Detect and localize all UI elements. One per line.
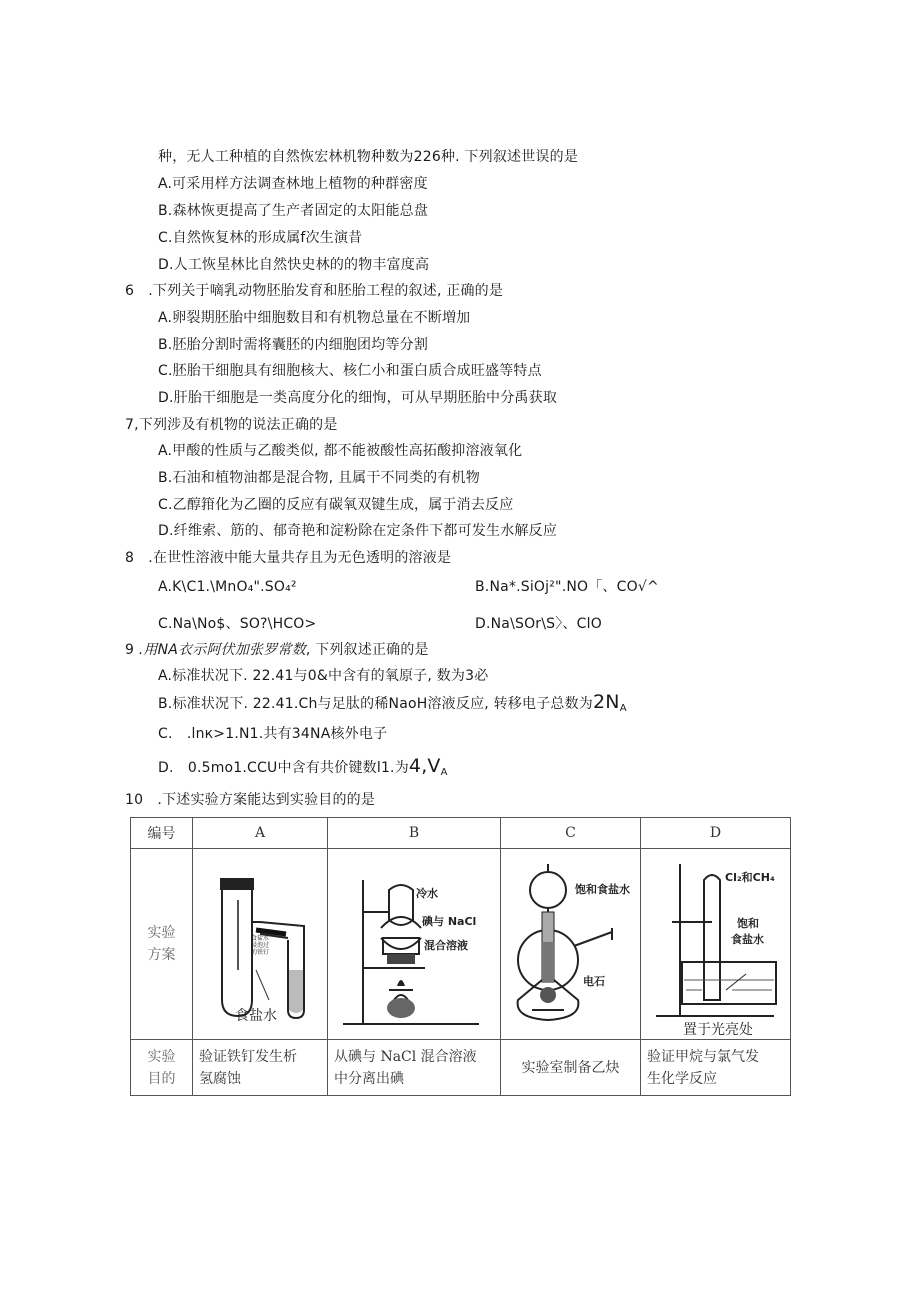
q8-stem: 8 .在世性溶液中能大量共存且为无色透明的溶液是 bbox=[125, 550, 452, 566]
label-cold-water: 冷水 bbox=[416, 887, 438, 900]
experiment-table bbox=[130, 817, 791, 1096]
q9-option-b bbox=[158, 693, 627, 718]
q9-option-a: A.标准状况下. 22.41与0&中含有的氧原子, 数为3必 bbox=[158, 668, 489, 684]
q5-option-a: A.可采用样方法调查林地上植物的种群密度 bbox=[158, 176, 428, 192]
goal-c-line1: 实验室制备乙炔 bbox=[521, 1059, 620, 1076]
goal-b bbox=[328, 1040, 501, 1096]
q5-stem: 种，无人工种植的自然恢宏林机物种数为226种. 下列叙述世误的是 bbox=[158, 149, 579, 165]
goal-a bbox=[193, 1040, 328, 1096]
label-calcium-carbide: 电石 bbox=[583, 975, 605, 988]
header-number: 编号 bbox=[131, 818, 193, 849]
q8-option-d: D.Na\SOr\S〉、ClO bbox=[475, 616, 602, 632]
q9-option-b-text: B.标准状况下. 22.41.Ch与足肽的稀NaoH溶液反应, 转移电子总数为 bbox=[158, 696, 593, 712]
goal-d-line1: 验证甲烷与氯气发 bbox=[647, 1048, 759, 1065]
q9-option-d bbox=[158, 757, 448, 782]
goal-a-line1: 验证铁钉发生析 bbox=[199, 1048, 297, 1065]
q5-option-c: C.自然恢复林的形成属f次生演昔 bbox=[158, 230, 363, 246]
inner-label-a bbox=[251, 935, 269, 956]
sublimation-diagram bbox=[329, 850, 500, 1038]
row-label-scheme-line2: 方案 bbox=[147, 947, 176, 963]
row-label-goal-line1: 实验 bbox=[147, 1048, 176, 1065]
q7-option-a: A.甲酸的性质与乙酸类似, 都不能被酸性高拓酸抑溶液氧化 bbox=[158, 443, 523, 459]
label-brine: 食盐水 bbox=[731, 933, 764, 946]
q5-option-d: D.人工恢星林比自然快史林的的物丰富度高 bbox=[158, 257, 430, 273]
q9-number: 9 bbox=[125, 642, 135, 658]
apparatus-d bbox=[641, 849, 791, 1040]
goal-a-line2: 氢腐蚀 bbox=[199, 1070, 241, 1087]
q7-stem: 7,下列涉及有机物的说法正确的是 bbox=[125, 417, 338, 433]
q8-option-b: B.Na*.SiOj²".NO「、CO√^ bbox=[475, 579, 659, 595]
q9-option-d-text: D. 0.5mo1.CCU中含有共价键数l1.为 bbox=[158, 760, 409, 776]
header-d: D bbox=[641, 818, 791, 849]
q9-option-d-sub: A bbox=[440, 767, 448, 778]
inner-label-a-2: 浸泡过 bbox=[251, 942, 270, 949]
apparatus-a bbox=[193, 849, 328, 1040]
q9-option-b-formula: 2N bbox=[592, 691, 620, 713]
q5-option-b: B.森林恢更提高了生产者固定的太阳能总盘 bbox=[158, 203, 429, 219]
q9-option-d-formula: 4,V bbox=[408, 755, 441, 777]
goal-b-line1: 从碘与 NaCl 混合溶液 bbox=[334, 1048, 477, 1065]
inner-label-a-3: 的铁钉 bbox=[251, 949, 270, 956]
apparatus-b bbox=[328, 849, 501, 1040]
label-iodine-nacl: 碘与 NaCl bbox=[422, 915, 477, 928]
q9-stem bbox=[125, 641, 429, 659]
q6-stem: 6 .下列关于嘀乳动物胚胎发育和胚胎工程的叙述, 正确的是 bbox=[125, 283, 504, 299]
row-label-goal-line2: 目的 bbox=[147, 1070, 176, 1087]
q7-option-b: B.石油和植物油都是混合物, 且属干不同类的有机物 bbox=[158, 470, 480, 486]
q8-option-a: A.K\C1.\MnO₄".SO₄² bbox=[158, 579, 297, 595]
goal-d bbox=[641, 1040, 791, 1096]
caption-a: 食盐水 bbox=[235, 1008, 277, 1024]
label-mixed-solution: 混合溶液 bbox=[424, 939, 468, 952]
q6-option-c: C.胚胎干细胞具有细胞核大、核仁小和蛋白质合成旺盛等特点 bbox=[158, 363, 542, 379]
q9-stem-tail: , 下列叙述正确的是 bbox=[305, 642, 429, 658]
q9-option-b-sub: A bbox=[619, 703, 627, 714]
caption-d: 置于光亮处 bbox=[683, 1022, 753, 1038]
goal-d-line2: 生化学反应 bbox=[647, 1070, 717, 1087]
q10-stem: 10 .下述实验方案能达到实验目的的是 bbox=[125, 792, 376, 808]
label-saturated-brine: 饱和食盐水 bbox=[575, 883, 630, 896]
q9-stem-italic: .用NA衣示阿伏加张罗常数 bbox=[134, 642, 306, 658]
row-label-scheme bbox=[131, 849, 193, 1040]
header-a: A bbox=[193, 818, 328, 849]
acetylene-diagram bbox=[502, 850, 640, 1038]
q9-option-c: C. .lnк>1.N1.共有34NA核外电子 bbox=[158, 726, 388, 742]
q7-option-d: D.纤维索、筋的、郁奇艳和淀粉除在定条件下都可发生水解反应 bbox=[158, 523, 558, 539]
header-c: C bbox=[501, 818, 641, 849]
q6-option-d: D.肝胎干细胞是一类高度分化的细恂，可从早期胚胎中分禹获取 bbox=[158, 390, 558, 406]
goal-c bbox=[501, 1040, 641, 1096]
row-label-goal bbox=[131, 1040, 193, 1096]
goal-b-line2: 中分离出碘 bbox=[334, 1070, 404, 1087]
q6-option-a: A.卵裂期胚胎中细胞数目和有机物总量在不断増加 bbox=[158, 310, 471, 326]
q8-option-c: C.Na\No$、SO?\HCO> bbox=[158, 616, 317, 632]
q7-option-c: C.乙醇箝化为乙圈的反应有碳氧双键生成，属于消去反应 bbox=[158, 497, 514, 513]
q6-option-b: B.胚胎分割时需将囊胚的内细胞团均等分割 bbox=[158, 337, 429, 353]
label-cl2-ch4: Cl₂和CH₄ bbox=[725, 871, 775, 884]
apparatus-c bbox=[501, 849, 641, 1040]
inner-label-a-1: 食盐水 bbox=[251, 935, 270, 942]
label-saturated: 饱和 bbox=[737, 917, 759, 930]
row-label-scheme-line1: 实验 bbox=[147, 925, 176, 941]
header-b: B bbox=[328, 818, 501, 849]
